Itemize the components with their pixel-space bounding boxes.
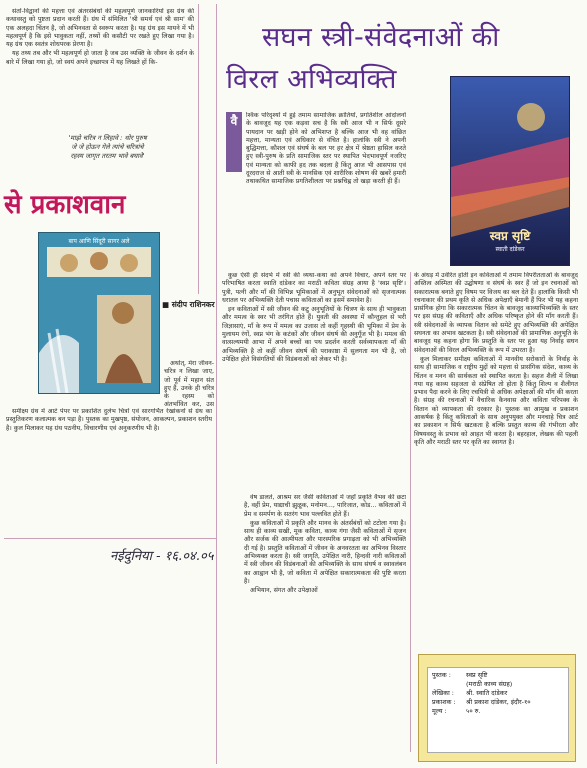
column-divider-left [198, 4, 199, 294]
article-paragraph: श्विक परिदृश्यों में हुई तमाम सामाजिक क्रांतियों, प्रगतिशील आंदोलनों के बावजूद यह एक कड़वा सच है कि स्त्री आज भी न सिर्फ दूसरे पायदान पर खड़ी होने को अभिशप्त है बल्कि आज भी वह वांछित महत्ता, मान्यता एवं अधिकार से वंचित है। हालांकि स्त्री ने अपनी बुद्धिमत्ता, कौशल एवं संघर्ष के बल पर हर क्षेत्र में श्रेष्ठता हासिल करते हुए स्त्री-पुरुष के प्रति सामाजिक स्तर पर स्थापित भेदभावपूर्ण नजरिए एवं मान्यता को काफी हद तक बदला है किंतु आज भी आसपास एवं दूरदराज से आती स्त्री के मानसिक एवं शारीरिक शोषण की खबरें हमारी तथाकथित सामाजिक प्रगतिशीलता पर प्रश्नचिह्न तो खड़ा करती ही हैं। [246, 112, 406, 186]
drop-cap: वै [226, 112, 242, 172]
info-label: पुस्तक : [432, 671, 451, 679]
center-column-text [244, 494, 406, 762]
info-value: श्री प्रकाश दांडेकर, इंदौर-१० [466, 698, 531, 706]
saint-illustration [39, 233, 159, 393]
left-paragraph: संतों-विद्वानों की महत्ता एवं अंतरसंबंधों की महत्वपूर्ण जानकारियों इस ग्रंथ की कथावस्तु को पुष्टता प्रदान करती हैं। ग्रंथ में संमिलित 'श्री समर्थ एवं श्री साम' की एक अलहदा चिंतन है, जो अभिनवता से स्वरूप करता है। यह ग्रंथ इस मायने में भी महत्वपूर्ण है कि इसे भावुकता नहीं, तथ्यों की कसौटी पर रखते हुए लिखा गया है। यह ग्रंथ एक स्वतंत्र शोधपरक प्रेरणा है। [6, 8, 194, 49]
left-paragraph: यह तथ्य तब और भी महत्वपूर्ण हो जाता है जब उस व्यक्ति के जीवन के दर्शन के बारे में लिखा गया हो, जो स्वयं अपने इच्छापत्र में यह लिखते हों कि- [6, 50, 194, 66]
main-headline-line2: विरल अभिव्यक्ति [226, 64, 397, 95]
column-divider-center [410, 272, 411, 752]
middle-column-text [246, 112, 406, 272]
middle-column-text-wide [222, 272, 406, 492]
info-value: (मराठी काव्य संग्रह) [466, 680, 513, 688]
author-byline: ■ संदीप राशिनकर [162, 300, 215, 309]
book-cover-swapna-srushti [450, 76, 570, 266]
info-row [432, 698, 564, 707]
article-paragraph: कुछ कविताओं में प्रकृति और मानव के अंतर्संबंधों को टटोला गया है। साथ ही काव्य सखी, मूक कविता, काव्य गंगा जैसी कविताओं में सृजन और सर्जक की आत्मीयता और पारस्परिक प्रगाढ़ता को भी अभिव्यक्ति दी गई है। प्रस्तुति कविताओं में जीवन के अनवरतता का अभिनव विस्तार अभिव्यक्त करता है। स्त्री जागृति, उपेक्षित नारी, हिन्दवी नारी कविताओं में स्त्री जीवन की विडंबनाओं की अभिव्यक्ति के साथ संघर्ष व स्वावलंबन का आह्वान भी है, जो कविता में अपेक्षित सकारात्मकता की पुष्टि करता है। [244, 519, 406, 585]
quote-line: रहस्य जागृत तरतम भावे बघावे' [70, 151, 145, 160]
book-cover-image [38, 232, 160, 394]
handwritten-date-note: नईदुनिया - १६.०४.०५ [110, 549, 214, 564]
left-column-bottom-text [6, 408, 212, 534]
info-row [432, 680, 564, 689]
book-info-frame [418, 654, 576, 762]
article-paragraph: के अंधड़ में उर्वरित होती इन कविताओं में तमाम विपरीतताओं के बावजूद अस्तित्व अस्मिता की उद्घोषणा व संघर्ष के स्वर हैं जो इन रचनाओं को सकारात्मक बनाते हुए विषम पर विजय का बल देते हैं। हालांकि किसी भी रचनाकार की प्रथम कृति से अधिक अपेक्षाएँ बेमानी हैं फिर भी यह कहना प्रासंगिक होगा कि सकारात्मक चिंतन के बावजूद काव्याभिव्यक्ति के स्तर पर इस संग्रह की कविताएँ और अधिक परिष्कृत होने की माँग करती हैं। स्त्री संवेदनाओं के व्यापक वितान को समेटे हुए अभिव्यक्ति की अपेक्षित सघनता का अभाव खटकता है। स्त्री संवेदनाओं की प्रामाणिक अनुभूति के बावजूद यह कहना होगा कि प्रस्तुति के स्तर पर हुआ यह निर्वाह सघन संवेदनाओं की विरल अभिव्यक्ति के रूप में उभरता है। [414, 272, 578, 354]
article-paragraph: इन कविताओं में स्त्री जीवन की कटु अनुभूतियों के चित्रण के साथ ही भावुकता और ममत्व के स्वर भी तरंगित होते हैं। युवती की अवस्था में कौन्तुहल से भरी जिज्ञासाएं, माँ के रूप में ममत्व का उजास तो कहीं गृहस्थी की भूमिका में प्रेम के मुलायम रंगों, स्वप्न भंग के कटंकों और जीवन संघर्ष की अनुगूँज भी है। ममत्व की वात्सल्यमयी आभा में अपने बच्चों का पथ प्रदर्शन करती सर्वव्यापकता माँ की अभिव्यक्ति है तो कहीं जीवन संघर्ष की पराकाष्ठा में सुलगता मन भी है, जो उपेक्षित होते विसंगतियों की विडंबनाओं को लेकर भी है। [222, 306, 406, 363]
article-paragraph: कुछ ऐसी ही संदर्भ में स्त्री की व्यथा-कथा को अपने विचार, अपने स्तर पर परिभाषित करता स्वाति दांडेकर का मराठी कविता संग्रह आया है 'स्वप्न सृष्टि'। पुत्री, पत्नी और माँ की विभिन्न भूमिकाओं में अनुभूत संवेदनाओं को सृजनात्मक धरातल पर अभिव्यक्ति देती पचास कविताओं का इसमें समावेश है। [222, 272, 406, 304]
left-paragraph: अर्थात्, मेरा जीवन-चरित्र न लिखा जाए, जो पूर्व में महान संत हुए हैं, उनके ही चरित्र के रहस्य को अंतर्भावित कर, उस [164, 360, 214, 408]
info-row [432, 707, 564, 716]
cover-author: स्वाती दांडेकर [495, 246, 525, 253]
info-label: प्रकाशक : [432, 698, 456, 706]
book-title: बाप आणि सिंदूरी सागर अले [68, 238, 130, 245]
cover-title: स्वप्न सृष्टि [489, 229, 531, 243]
info-row [432, 689, 564, 698]
book-info-box [427, 667, 569, 753]
article-paragraph: वेष डालते, आश्रम सर जैसी कविताओं में जहाँ प्रकृति वैभव की छटा है, वहीं प्रेम, याद्याची झुळूक, मनोमन..., पारिजात, कोड... कविताओं में प्रेम व समर्पण के सतरंग भाव पल्लवित होते हैं। [244, 494, 406, 518]
column-divider-mid [216, 4, 217, 764]
info-row [432, 671, 564, 680]
article-paragraph: अभियान, संगत और उपेक्षाओं [250, 587, 318, 595]
left-bottom-rule [4, 538, 216, 539]
info-value: ५० रु. [466, 707, 481, 715]
quote-line: जे जे होऊन गेले त्यांचे चरित्रांचे [71, 142, 144, 151]
left-paragraph: समीक्ष्य ग्रंथ में आर्ट पेपर पर प्रकाशित दुर्लभ चित्रों एवं सारगर्भित रेखांकनों से ग्रंथ का प्रस्तुतिकरण कलात्मक बन पड़ा है। पुस्तक का मुखपृष्ठ, संयोजन, आकल्पन, प्रकाशन स्तरीय है। कुल मिलाकर यह ग्रंथ पठनीय, विचारणीय एवं अनुकरणीय भी है। [6, 408, 212, 432]
marathi-quote [20, 134, 195, 160]
info-label: मूल्य : [432, 707, 447, 715]
left-column-top-text [6, 8, 194, 136]
article-paragraph: कुल मिलाकर समीक्ष्य कविताओं में मानवीय सरोकारों के निर्वाह के साथ ही सामाजिक व राष्ट्रीय मुद्दों को महत्ता से प्रासंगिक संदेश, काव्य के चिंतन व मनन की सार्थकता को स्थापित करता है। सहज शैली में लिखा गया यह काव्य सहजता से संप्रेषित तो होता है किंतु शिल्प व शैलीगत प्रभाव पैदा करने के लिए रचयित्री से अधिक अपेक्षाओं की माँग की करता है। संग्रह की रचनाओं में वैचारिक कैनवास और कविता परिपक्व के वितान को व्यापकता की दरकार है। पुस्तक का आमुख व प्रकाशन आकर्षक है किंतु कविताओं के साथ अनुपयुक्त और मनचाहे चित्र आर्ट का प्रकाशन न सिर्फ खटकता है बल्कि प्रस्तुत काव्य की गंभीरता और विषयवस्तु के प्रभाव को आहत भी करता है। बहरहाल, लेखक की पहली कृति और मराठी स्तर पर कृति का स्वागत है। [414, 355, 578, 446]
info-value: श्री. स्वाति दांडेकर [466, 689, 508, 697]
info-label: लेखिका : [432, 689, 454, 697]
left-column-side-text [164, 360, 214, 408]
left-heading: से प्रकाशवान [4, 190, 126, 220]
quote-line: 'माझे चरित्र न लिहावे : थोर पुरुष [68, 134, 147, 142]
main-headline-line1: सघन स्त्री-संवेदनाओं की [262, 22, 500, 53]
info-value: स्वप्न सृष्टि [466, 671, 488, 679]
right-column-text [414, 272, 578, 644]
